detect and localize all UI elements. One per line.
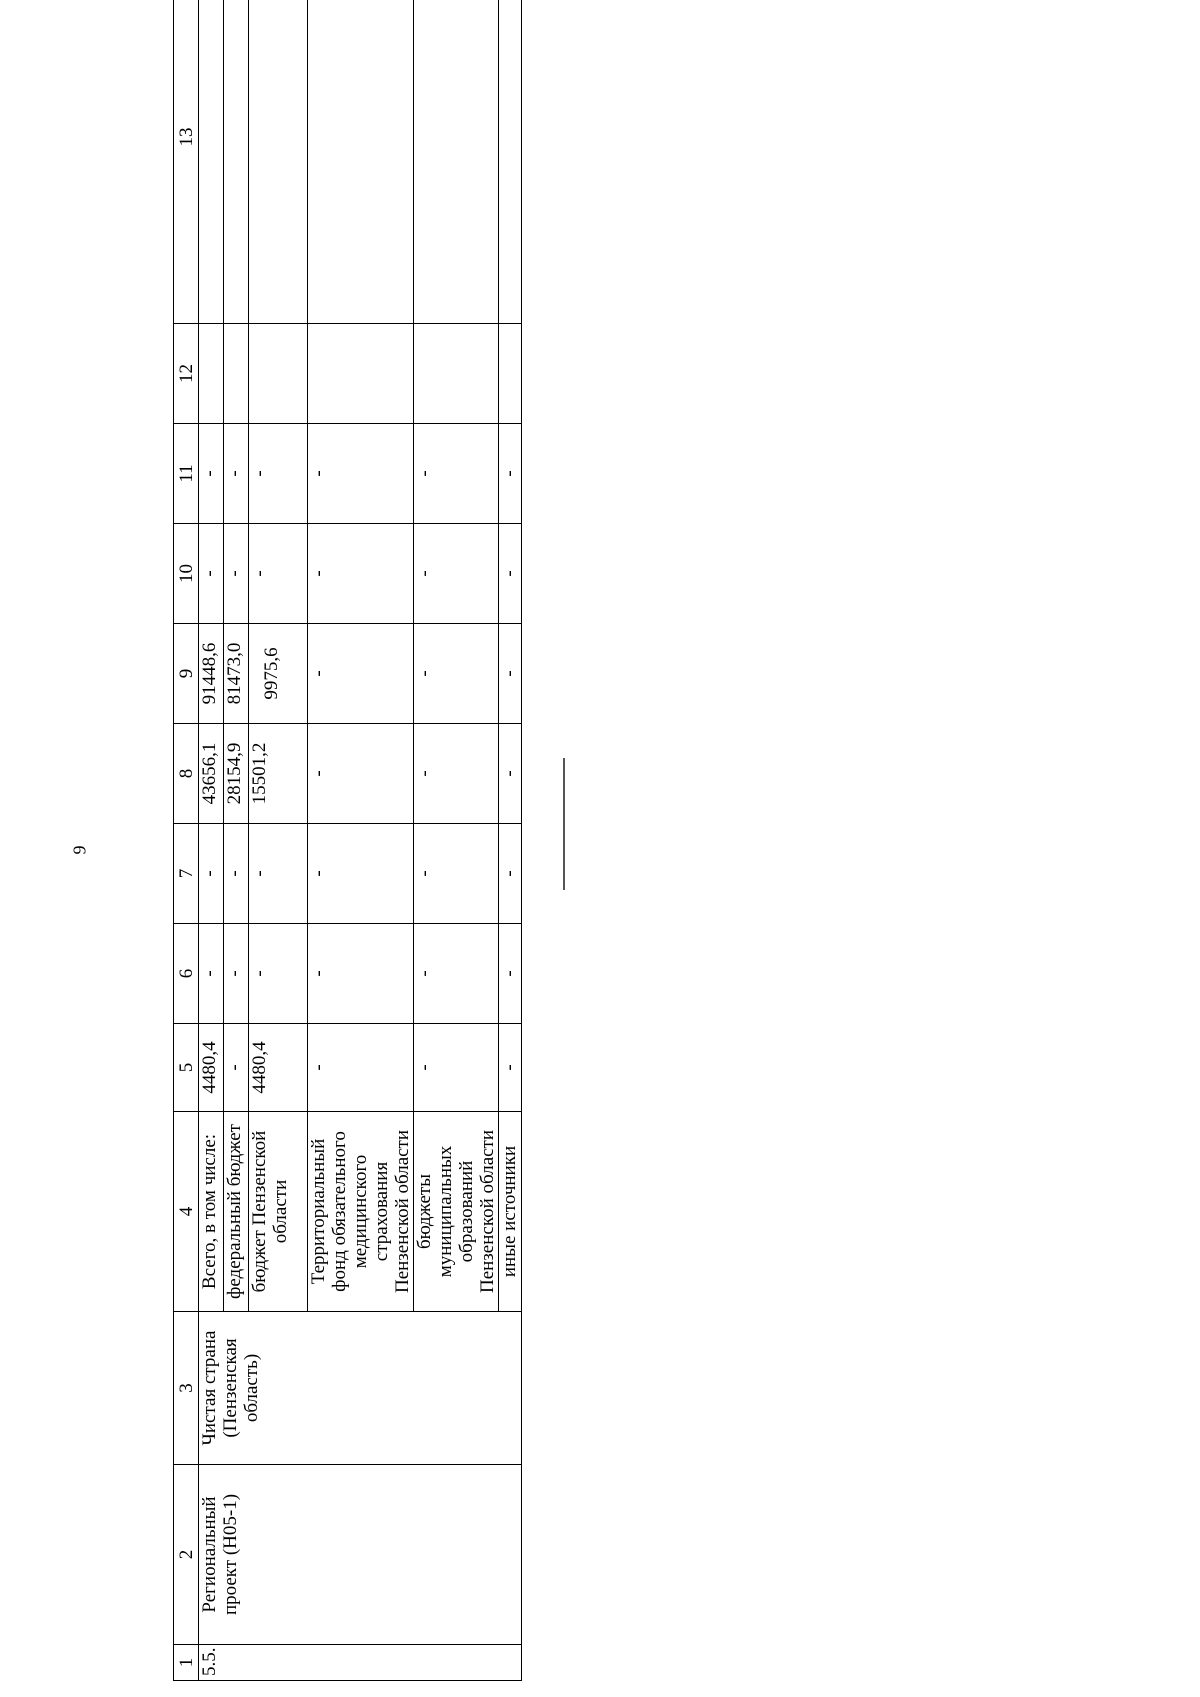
funding-table	[173, 0, 522, 1681]
empty-cell	[499, 324, 522, 424]
value-cell: -	[308, 524, 414, 624]
value-cell: -	[308, 624, 414, 724]
value-cell: 43656,1	[199, 724, 224, 824]
value-cell: -	[414, 824, 499, 924]
value-cell: -	[414, 624, 499, 724]
value-cell: -	[414, 924, 499, 1024]
col-num: 8	[174, 724, 199, 824]
empty-cell	[199, 0, 224, 324]
empty-cell	[199, 324, 224, 424]
value-cell: -	[308, 724, 414, 824]
col-num: 3	[174, 1312, 199, 1465]
empty-cell	[414, 324, 499, 424]
value-cell: -	[414, 1024, 499, 1112]
value-cell: 15501,2	[249, 724, 308, 824]
rotated-table-container	[173, 51, 520, 1681]
value-cell: 9975,6	[249, 624, 308, 724]
empty-cell	[249, 0, 308, 324]
value-cell: -	[249, 924, 308, 1024]
col-num: 11	[174, 424, 199, 524]
value-cell: -	[224, 424, 249, 524]
funding-source: иные источники	[499, 1112, 522, 1312]
value-cell: 28154,9	[224, 724, 249, 824]
location: Чистая страна (Пензенская область)	[199, 1312, 522, 1465]
funding-source: Территориальный фонд обязательного медицинского страхования Пензенской области	[308, 1112, 414, 1312]
value-cell: -	[499, 524, 522, 624]
value-cell: -	[499, 1024, 522, 1112]
value-cell: -	[224, 1024, 249, 1112]
col-num: 7	[174, 824, 199, 924]
table-row	[199, 0, 224, 1681]
value-cell: -	[499, 824, 522, 924]
col-num: 9	[174, 624, 199, 724]
value-cell: -	[308, 824, 414, 924]
value-cell: -	[199, 924, 224, 1024]
value-cell: -	[224, 824, 249, 924]
col-num: 5	[174, 1024, 199, 1112]
funding-source: Всего, в том числе:	[199, 1112, 224, 1312]
value-cell: -	[199, 524, 224, 624]
page-number: 9	[69, 845, 90, 855]
value-cell: 4480,4	[249, 1024, 308, 1112]
value-cell: 4480,4	[199, 1024, 224, 1112]
value-cell: -	[499, 624, 522, 724]
value-cell: -	[499, 424, 522, 524]
value-cell: -	[224, 924, 249, 1024]
value-cell: 91448,6	[199, 624, 224, 724]
col-num: 4	[174, 1112, 199, 1312]
value-cell: 81473,0	[224, 624, 249, 724]
value-cell: -	[249, 824, 308, 924]
col-num: 12	[174, 324, 199, 424]
value-cell: -	[414, 524, 499, 624]
value-cell: -	[499, 724, 522, 824]
empty-cell	[414, 0, 499, 324]
col-num: 1	[174, 1645, 199, 1681]
value-cell: -	[308, 1024, 414, 1112]
value-cell: -	[199, 424, 224, 524]
value-cell: -	[199, 824, 224, 924]
value-cell: -	[249, 524, 308, 624]
empty-cell	[224, 0, 249, 324]
end-line	[563, 758, 565, 890]
empty-cell	[249, 324, 308, 424]
value-cell: -	[499, 924, 522, 1024]
empty-cell	[308, 0, 414, 324]
row-id: 5.5.	[199, 1645, 522, 1681]
value-cell: -	[414, 424, 499, 524]
col-num: 13	[174, 0, 199, 324]
col-num: 6	[174, 924, 199, 1024]
value-cell: -	[308, 424, 414, 524]
col-num: 2	[174, 1465, 199, 1645]
value-cell: -	[414, 724, 499, 824]
funding-source: бюджет Пензенской области	[249, 1112, 308, 1312]
column-number-row	[174, 0, 199, 1681]
project-name: Региональный проект (Н05-1)	[199, 1465, 522, 1645]
empty-cell	[224, 324, 249, 424]
value-cell: -	[249, 424, 308, 524]
col-num: 10	[174, 524, 199, 624]
empty-cell	[308, 324, 414, 424]
empty-cell	[499, 0, 522, 324]
value-cell: -	[308, 924, 414, 1024]
funding-source: федеральный бюджет	[224, 1112, 249, 1312]
funding-source: бюджеты муниципальных образований Пензенской области	[414, 1112, 499, 1312]
value-cell: -	[224, 524, 249, 624]
